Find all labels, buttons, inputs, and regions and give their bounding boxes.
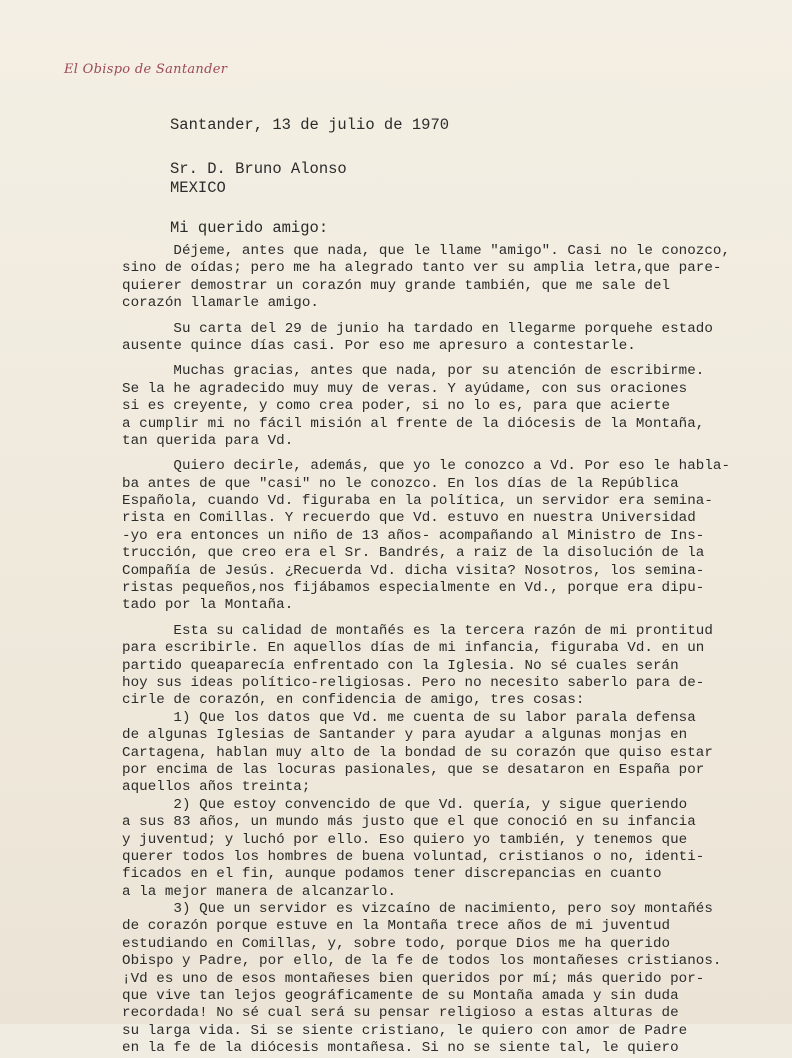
text-line: de corazón porque estuve en la Montaña trece años de mi juventud xyxy=(122,918,671,935)
text-line: que vive tan lejos geográficamente de su Montaña amada y sin duda xyxy=(122,988,679,1005)
text-line: de algunas Iglesias de Santander y para ayudar a algunas monjas en xyxy=(122,727,688,744)
text-line: su larga vida. Si se siente cristiano, le quiero con amor de Padre xyxy=(122,1022,688,1039)
text-line: por encima de las locuras pasionales, que se desataron en España por xyxy=(122,761,705,778)
text-line: corazón llamarle amigo. xyxy=(122,295,319,312)
text-line: rista en Comillas. Y recuerdo que Vd. estuvo en nuestra Universidad xyxy=(122,510,696,527)
text-line: ristas pequeños,nos fijábamos especialmente en Vd., porque era dipu- xyxy=(122,580,705,597)
text-line: Compañía de Jesús. ¿Recuerda Vd. dicha visita? Nosotros, los semina- xyxy=(122,562,705,579)
text-line: 1) Que los datos que Vd. me cuenta de su labor parala defensa xyxy=(122,709,696,726)
text-line: Quiero decirle, además, que yo le conozco a Vd. Por eso le habla- xyxy=(122,458,731,475)
text-line: en la fe de la diócesis montañesa. Si no se siente tal, le quiero xyxy=(122,1040,679,1057)
text-line: ausente quince días casi. Por eso me apresuro a contestarle. xyxy=(122,337,636,354)
salutation: Mi querido amigo: xyxy=(170,219,329,237)
text-line: Déjeme, antes que nada, que le llame "amigo". Casi no le conozco, xyxy=(122,243,731,259)
paragraph-gap xyxy=(122,450,792,458)
letterhead: El Obispo de Santander xyxy=(64,62,228,77)
text-line: Esta su calidad de montañés es la tercera razón de mi prontitud xyxy=(122,622,713,639)
text-line: quierer demostrar un corazón muy grande también, que me sale del xyxy=(122,277,671,294)
text-line: a cumplir mi no fácil misión al frente de la diócesis de la Montaña, xyxy=(122,415,705,432)
text-line: Muchas gracias, antes que nada, por su atención de escribirme. xyxy=(122,363,705,380)
recipient-name: Sr. D. Bruno Alonso xyxy=(170,160,347,178)
paragraph-gap xyxy=(122,313,792,321)
text-line: sino de oídas; pero me ha alegrado tanto ver su amplia letra,que pare- xyxy=(122,260,722,277)
text-line: ba antes de que "casi" no le conozco. En los días de la República xyxy=(122,475,679,492)
paragraph-gap xyxy=(122,355,792,363)
text-line: 2) Que estoy convencido de que Vd. quería, y sigue queriendo xyxy=(122,796,688,813)
letter-body xyxy=(122,243,792,1058)
text-line: Obispo y Padre, por ello, de la fe de todos los montañeses cristianos. xyxy=(122,953,722,970)
text-line: tan querida para Vd. xyxy=(122,432,294,449)
text-line: ficados en el fin, aunque podamos tener discrepancias en cuanto xyxy=(122,866,662,883)
text-line: recordada! No sé cual será su pensar religioso a estas alturas de xyxy=(122,1005,679,1022)
letter-date: Santander, 13 de julio de 1970 xyxy=(170,116,450,134)
text-line: ¡Vd es uno de esos montañeses bien queridos por mí; más querido por- xyxy=(122,970,705,987)
text-line: -yo era entonces un niño de 13 años- acompañando al Ministro de Ins- xyxy=(122,527,705,544)
recipient-place: MEXICO xyxy=(170,179,226,197)
text-line: estudiando en Comillas, y, sobre todo, porque Dios me ha querido xyxy=(122,935,671,952)
text-line: Española, cuando Vd. figuraba en la política, un servidor era semina- xyxy=(122,493,713,510)
text-line: Su carta del 29 de junio ha tardado en llegarme porquehe estado xyxy=(122,320,713,337)
paragraph xyxy=(122,243,792,313)
text-line: querer todos los hombres de buena voluntad, cristianos o no, identi- xyxy=(122,848,705,865)
paragraph xyxy=(122,458,792,615)
text-line: cirle de corazón, en confidencia de amigo, tres cosas: xyxy=(122,692,585,709)
text-line: a la mejor manera de alcanzarlo. xyxy=(122,883,397,900)
text-line: partido queaparecía enfrentado con la Iglesia. No sé cuales serán xyxy=(122,657,679,674)
recipient-block xyxy=(170,160,347,198)
paragraph-gap xyxy=(122,615,792,623)
text-line: a sus 83 años, un mundo más justo que el que conoció en su infancia xyxy=(122,814,696,831)
text-line: Cartagena, hablan muy alto de la bondad de su corazón que quiso estar xyxy=(122,744,713,761)
text-line: aquellos años treinta; xyxy=(122,779,311,796)
text-line: para escribirle. En aquellos días de mi infancia, figuraba Vd. en un xyxy=(122,640,705,657)
text-line: tado por la Montaña. xyxy=(122,597,294,614)
paragraph xyxy=(122,321,792,356)
text-line: y juventud; y luchó por ello. Eso quiero yo también, y tenemos que xyxy=(122,831,688,848)
text-line: trucción, que creo era el Sr. Bandrés, a raiz de la disolución de la xyxy=(122,545,705,562)
text-line: 3) Que un servidor es vizcaíno de nacimiento, pero soy montañés xyxy=(122,901,713,918)
text-line: si es creyente, y como crea poder, si no lo es, para que acierte xyxy=(122,398,671,415)
text-line: Se la he agradecido muy muy de veras. Y ayúdame, con sus oraciones xyxy=(122,380,688,397)
text-line: hoy sus ideas político-religiosas. Pero no necesito saberlo para de- xyxy=(122,674,705,691)
paragraph xyxy=(122,363,792,450)
paragraph xyxy=(122,623,792,1058)
